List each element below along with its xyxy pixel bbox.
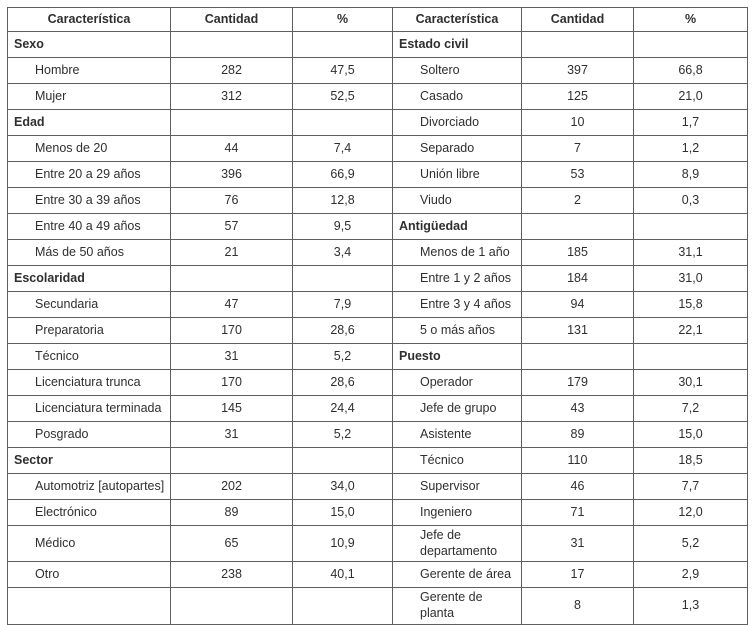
value-cell: 1,2 xyxy=(634,136,748,162)
item-label-cell: Preparatoria xyxy=(8,318,171,344)
column-header: % xyxy=(293,8,393,32)
item-label-cell: Divorciado xyxy=(393,110,522,136)
item-label-cell: Menos de 1 año xyxy=(393,240,522,266)
item-label-cell: Licenciatura trunca xyxy=(8,370,171,396)
value-cell: 30,1 xyxy=(634,370,748,396)
value-cell: 7,2 xyxy=(634,396,748,422)
empty-cell xyxy=(522,214,634,240)
value-cell: 202 xyxy=(171,474,293,500)
item-label-cell: Casado xyxy=(393,84,522,110)
value-cell: 44 xyxy=(171,136,293,162)
value-cell: 15,0 xyxy=(634,422,748,448)
value-cell: 28,6 xyxy=(293,318,393,344)
table-row xyxy=(8,58,748,84)
empty-cell xyxy=(522,344,634,370)
empty-cell xyxy=(522,32,634,58)
value-cell: 34,0 xyxy=(293,474,393,500)
value-cell: 9,5 xyxy=(293,214,393,240)
value-cell: 397 xyxy=(522,58,634,84)
item-label-cell: Posgrado xyxy=(8,422,171,448)
empty-cell xyxy=(293,32,393,58)
value-cell: 5,2 xyxy=(293,344,393,370)
value-cell: 47 xyxy=(171,292,293,318)
category-cell: Antigüedad xyxy=(393,214,522,240)
item-label-cell: Hombre xyxy=(8,58,171,84)
value-cell: 145 xyxy=(171,396,293,422)
item-label-cell: Entre 20 a 29 años xyxy=(8,162,171,188)
value-cell: 5,2 xyxy=(293,422,393,448)
empty-cell xyxy=(171,32,293,58)
value-cell: 31,1 xyxy=(634,240,748,266)
table-row xyxy=(8,370,748,396)
item-label-cell: Asistente xyxy=(393,422,522,448)
value-cell: 7,7 xyxy=(634,474,748,500)
value-cell: 76 xyxy=(171,188,293,214)
value-cell: 94 xyxy=(522,292,634,318)
value-cell: 21 xyxy=(171,240,293,266)
item-label-cell: Jefe de departamento xyxy=(393,526,522,562)
value-cell: 46 xyxy=(522,474,634,500)
value-cell: 17 xyxy=(522,562,634,588)
value-cell: 40,1 xyxy=(293,562,393,588)
value-cell: 7 xyxy=(522,136,634,162)
table-row xyxy=(8,84,748,110)
category-cell: Sexo xyxy=(8,32,171,58)
item-label-cell: 5 o más años xyxy=(393,318,522,344)
value-cell: 28,6 xyxy=(293,370,393,396)
value-cell: 282 xyxy=(171,58,293,84)
item-label-cell: Viudo xyxy=(393,188,522,214)
table-row xyxy=(8,32,748,58)
item-label-cell: Electrónico xyxy=(8,500,171,526)
table-row xyxy=(8,474,748,500)
empty-cell xyxy=(293,588,393,624)
item-label-cell: Otro xyxy=(8,562,171,588)
value-cell: 89 xyxy=(171,500,293,526)
item-label-cell: Menos de 20 xyxy=(8,136,171,162)
value-cell: 31 xyxy=(171,344,293,370)
item-label-cell: Ingeniero xyxy=(393,500,522,526)
column-header: Característica xyxy=(393,8,522,32)
value-cell: 52,5 xyxy=(293,84,393,110)
value-cell: 396 xyxy=(171,162,293,188)
value-cell: 110 xyxy=(522,448,634,474)
value-cell: 57 xyxy=(171,214,293,240)
item-label-cell: Unión libre xyxy=(393,162,522,188)
value-cell: 66,9 xyxy=(293,162,393,188)
value-cell: 5,2 xyxy=(634,526,748,562)
item-label-cell: Soltero xyxy=(393,58,522,84)
value-cell: 65 xyxy=(171,526,293,562)
value-cell: 53 xyxy=(522,162,634,188)
item-label-cell: Mujer xyxy=(8,84,171,110)
table-row xyxy=(8,318,748,344)
value-cell: 31,0 xyxy=(634,266,748,292)
value-cell: 7,9 xyxy=(293,292,393,318)
empty-cell xyxy=(8,588,171,624)
value-cell: 1,3 xyxy=(634,588,748,624)
value-cell: 10 xyxy=(522,110,634,136)
column-header: Cantidad xyxy=(171,8,293,32)
empty-cell xyxy=(293,266,393,292)
value-cell: 3,4 xyxy=(293,240,393,266)
table-row xyxy=(8,422,748,448)
value-cell: 170 xyxy=(171,370,293,396)
empty-cell xyxy=(293,110,393,136)
item-label-cell: Técnico xyxy=(8,344,171,370)
value-cell: 15,8 xyxy=(634,292,748,318)
item-label-cell: Técnico xyxy=(393,448,522,474)
empty-cell xyxy=(293,448,393,474)
value-cell: 12,0 xyxy=(634,500,748,526)
value-cell: 31 xyxy=(171,422,293,448)
table-row xyxy=(8,448,748,474)
table-row xyxy=(8,396,748,422)
table-row xyxy=(8,266,748,292)
item-label-cell: Operador xyxy=(393,370,522,396)
column-header: Característica xyxy=(8,8,171,32)
item-label-cell: Entre 1 y 2 años xyxy=(393,266,522,292)
value-cell: 170 xyxy=(171,318,293,344)
value-cell: 8,9 xyxy=(634,162,748,188)
value-cell: 7,4 xyxy=(293,136,393,162)
value-cell: 312 xyxy=(171,84,293,110)
category-cell: Escolaridad xyxy=(8,266,171,292)
item-label-cell: Jefe de grupo xyxy=(393,396,522,422)
empty-cell xyxy=(634,32,748,58)
category-cell: Puesto xyxy=(393,344,522,370)
category-cell: Edad xyxy=(8,110,171,136)
empty-cell xyxy=(634,344,748,370)
value-cell: 22,1 xyxy=(634,318,748,344)
table-row xyxy=(8,136,748,162)
value-cell: 131 xyxy=(522,318,634,344)
value-cell: 31 xyxy=(522,526,634,562)
value-cell: 125 xyxy=(522,84,634,110)
value-cell: 15,0 xyxy=(293,500,393,526)
value-cell: 8 xyxy=(522,588,634,624)
item-label-cell: Secundaria xyxy=(8,292,171,318)
column-header: % xyxy=(634,8,748,32)
table-row xyxy=(8,562,748,588)
value-cell: 10,9 xyxy=(293,526,393,562)
item-label-cell: Gerente de planta xyxy=(393,588,522,624)
table-row xyxy=(8,240,748,266)
category-cell: Estado civil xyxy=(393,32,522,58)
value-cell: 66,8 xyxy=(634,58,748,84)
empty-cell xyxy=(171,110,293,136)
table-row xyxy=(8,214,748,240)
value-cell: 2 xyxy=(522,188,634,214)
value-cell: 71 xyxy=(522,500,634,526)
empty-cell xyxy=(171,588,293,624)
category-cell: Sector xyxy=(8,448,171,474)
table-row xyxy=(8,292,748,318)
item-label-cell: Médico xyxy=(8,526,171,562)
table-row xyxy=(8,500,748,526)
value-cell: 21,0 xyxy=(634,84,748,110)
table-row xyxy=(8,188,748,214)
item-label-cell: Supervisor xyxy=(393,474,522,500)
item-label-cell: Entre 30 a 39 años xyxy=(8,188,171,214)
value-cell: 184 xyxy=(522,266,634,292)
value-cell: 238 xyxy=(171,562,293,588)
column-header: Cantidad xyxy=(522,8,634,32)
table-row xyxy=(8,162,748,188)
header-row xyxy=(8,8,748,32)
table-row xyxy=(8,110,748,136)
demographics-table xyxy=(7,7,748,625)
item-label-cell: Automotriz [autopartes] xyxy=(8,474,171,500)
item-label-cell: Separado xyxy=(393,136,522,162)
value-cell: 43 xyxy=(522,396,634,422)
table-row xyxy=(8,588,748,624)
table-body xyxy=(8,32,748,625)
value-cell: 89 xyxy=(522,422,634,448)
table-row xyxy=(8,526,748,562)
value-cell: 0,3 xyxy=(634,188,748,214)
value-cell: 185 xyxy=(522,240,634,266)
empty-cell xyxy=(171,448,293,474)
value-cell: 2,9 xyxy=(634,562,748,588)
value-cell: 179 xyxy=(522,370,634,396)
table-header xyxy=(8,8,748,32)
value-cell: 12,8 xyxy=(293,188,393,214)
item-label-cell: Licenciatura terminada xyxy=(8,396,171,422)
item-label-cell: Entre 3 y 4 años xyxy=(393,292,522,318)
item-label-cell: Más de 50 años xyxy=(8,240,171,266)
value-cell: 24,4 xyxy=(293,396,393,422)
empty-cell xyxy=(634,214,748,240)
value-cell: 18,5 xyxy=(634,448,748,474)
table-row xyxy=(8,344,748,370)
item-label-cell: Entre 40 a 49 años xyxy=(8,214,171,240)
value-cell: 1,7 xyxy=(634,110,748,136)
value-cell: 47,5 xyxy=(293,58,393,84)
item-label-cell: Gerente de área xyxy=(393,562,522,588)
empty-cell xyxy=(171,266,293,292)
